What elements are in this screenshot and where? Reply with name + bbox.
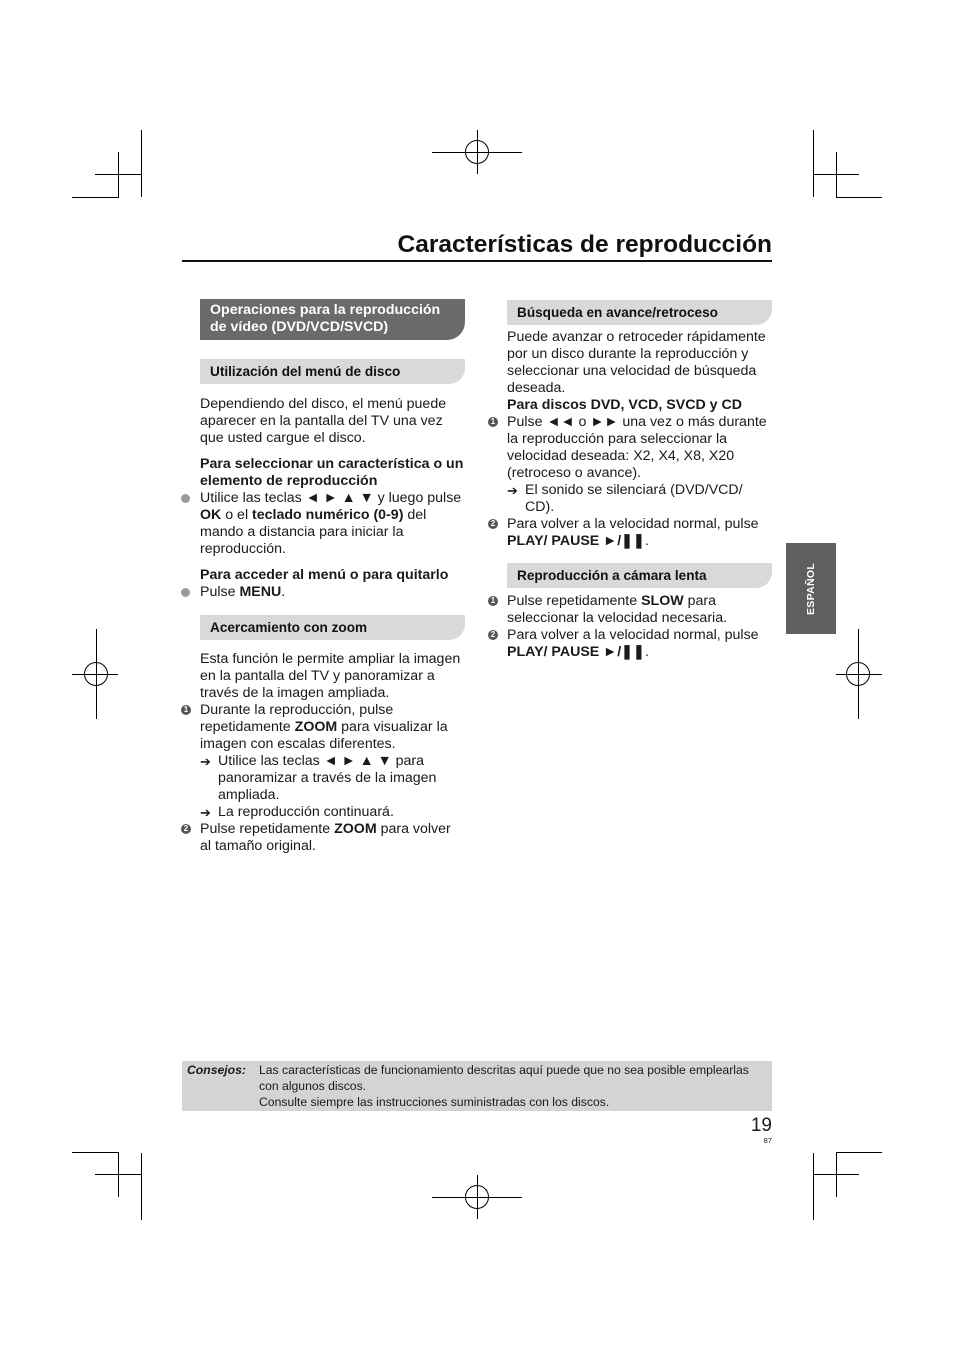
- menu-intro: Dependiendo del disco, el menú puede aparecer en la pantalla del TV una vez que usted cargue el disco.: [200, 396, 447, 446]
- page-title: Características de reproducción: [397, 231, 772, 258]
- step-number-2: 2: [488, 519, 498, 529]
- bullet-dot: [181, 588, 190, 597]
- search-step-1: 1 Pulse ◄◄ o ►► una vez o más durante la reproducción para seleccionar la velocidad deseada: X2, X4, X8, X20 (retroceso o avance).: [489, 414, 772, 482]
- header-search: Búsqueda en avance/retroceso: [507, 300, 772, 325]
- right-column: [490, 300, 772, 661]
- header-slow: Reproducción a cámara lenta: [507, 563, 772, 588]
- zoom-sub-2: ➔ La reproducción continuará.: [200, 804, 394, 820]
- page-number-small: 87: [763, 1136, 772, 1145]
- search-step-2: 2 Para volver a la velocidad normal, pulse PLAY/ PAUSE ►/❚❚.: [489, 516, 772, 550]
- access-heading: Para acceder al menú o para quitarlo: [200, 567, 449, 583]
- tips-text: [259, 1062, 759, 1110]
- step-number-2: 2: [181, 824, 191, 834]
- left-column: [183, 299, 465, 855]
- arrow-icon: ➔: [200, 754, 211, 769]
- select-heading: Para seleccionar un característica o un elemento de reproducción: [200, 456, 464, 489]
- page-number: 19: [750, 1115, 772, 1136]
- tips-line-1: Las características de funcionamiento descritas aquí puede que no sea posible emplearlas con algunos discos.: [259, 1063, 749, 1093]
- rewind-icon: ◄◄: [546, 414, 575, 430]
- arrow-icon: ➔: [200, 805, 211, 820]
- discs-heading: Para discos DVD, VCD, SVCD y CD: [507, 397, 742, 413]
- tips-line-2: Consulte siempre las instrucciones suministradas con los discos.: [259, 1095, 610, 1109]
- zoom-step-1: 1 Durante la reproducción, pulse repetidamente ZOOM para visualizar la imagen con escalas diferentes.: [182, 702, 465, 753]
- tips-box: [182, 1061, 772, 1111]
- bullet-dot: [181, 494, 190, 503]
- access-bullet-item: Pulse MENU.: [182, 584, 465, 601]
- step-number-1: 1: [181, 705, 191, 715]
- search-intro: Puede avanzar o retroceder rápidamente por un disco durante la reproducción y seleccionar una velocidad de búsqueda deseada.: [507, 329, 766, 396]
- header-zoom: Acercamiento con zoom: [200, 615, 465, 640]
- search-sub-1: ➔ El sonido se silenciará (DVD/VCD/ CD).: [507, 482, 743, 515]
- slow-step-1: 1 Pulse repetidamente SLOW para seleccionar la velocidad necesaria.: [489, 593, 772, 627]
- zoom-step-2: 2 Pulse repetidamente ZOOM para volver al tamaño original.: [182, 821, 465, 855]
- title-rule: [182, 260, 772, 262]
- language-tab-label: ESPAÑOL: [805, 562, 817, 615]
- section-header-video: Operaciones para la reproducción de vídeo (DVD/VCD/SVCD): [200, 299, 465, 340]
- zoom-intro: Esta función le permite ampliar la imagen en la pantalla del TV y panoramizar a través de la imagen ampliada.: [200, 651, 461, 701]
- arrow-icon: ➔: [507, 483, 518, 498]
- step-number-1: 1: [488, 417, 498, 427]
- step-number-1: 1: [488, 596, 498, 606]
- tips-label: Consejos:: [187, 1063, 246, 1077]
- header-disc-menu: Utilización del menú de disco: [200, 359, 465, 384]
- step-number-2: 2: [488, 630, 498, 640]
- slow-step-2: 2 Para volver a la velocidad normal, pulse PLAY/ PAUSE ►/❚❚.: [489, 627, 772, 661]
- zoom-sub-1: ➔ Utilice las teclas ◄ ► ▲ ▼ para panoramizar a través de la imagen ampliada.: [200, 753, 437, 803]
- language-tab: [786, 543, 836, 634]
- select-bullet-item: Utilice las teclas ◄ ► ▲ ▼ y luego pulse OK o el teclado numérico (0-9) del mando a distancia para iniciar la reproducción.: [182, 490, 465, 558]
- fast-forward-icon: ►►: [590, 414, 619, 430]
